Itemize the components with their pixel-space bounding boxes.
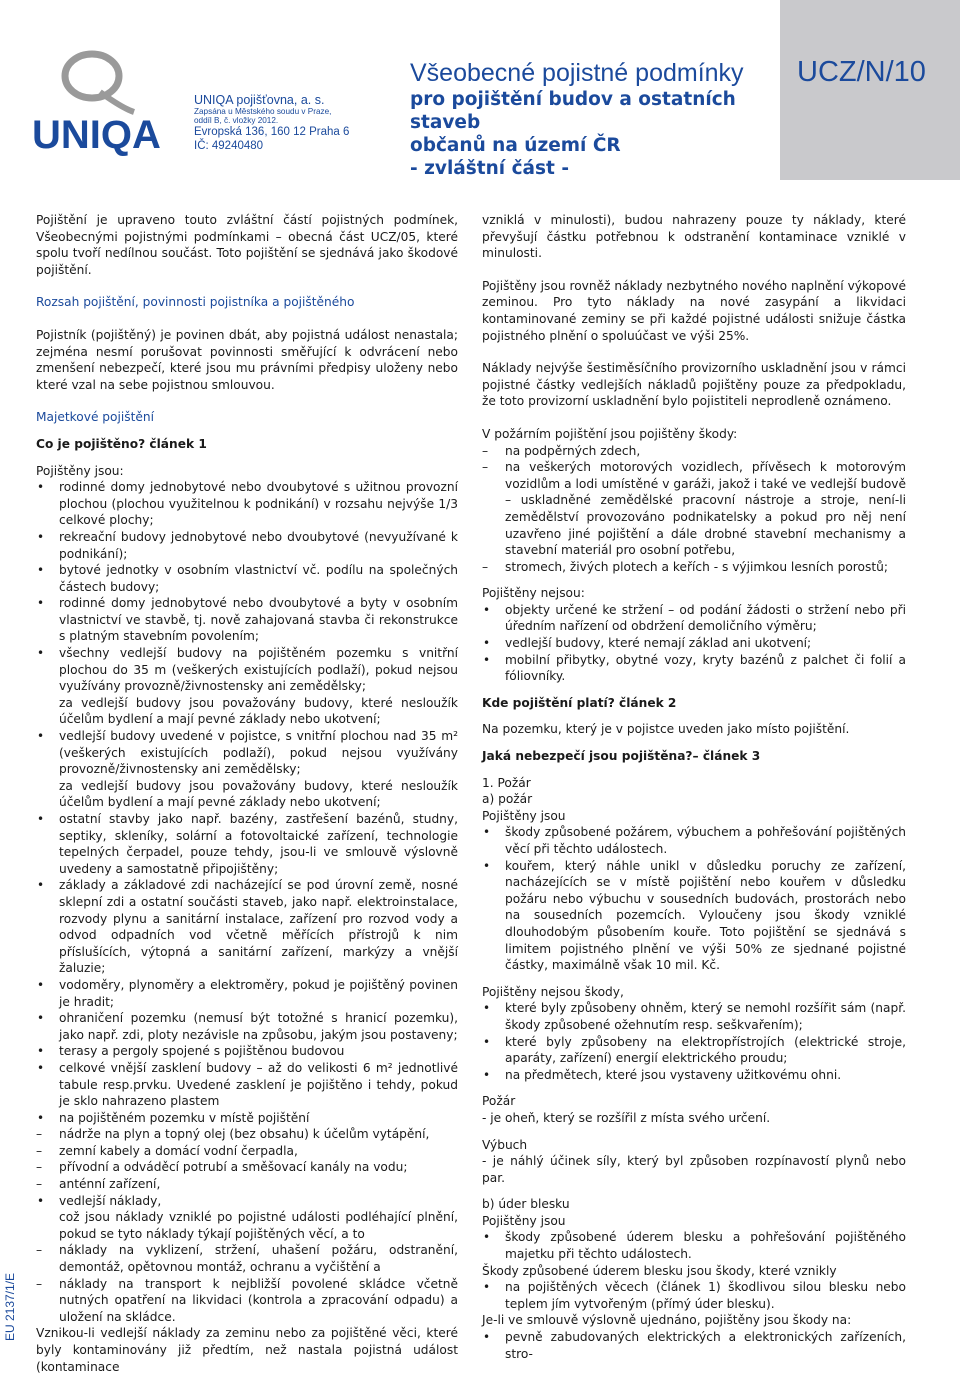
list-item: – zemní kabely a domácí vodní čerpadla, — [36, 1143, 458, 1160]
list-item: • ohraničení pozemku (nemusí být totožné s hranicí pozemku), jako např. zdi, ploty nezávisle na způsobu, jakým jsou postaveny; — [36, 1010, 458, 1043]
lightning-list — [482, 1229, 906, 1262]
document-title: Všeobecné pojistné podmínky — [410, 59, 744, 87]
fire-insurance-label: V požárním pojištění jsou pojištěny škody: — [482, 426, 738, 441]
list-item: • rodinné domy jednobytové nebo dvoubytové a byty v osobním vlastnictví ve stavbě, tj. nově zahajovaná stavba či rekonstrukce s platným stavebním povolením; — [36, 595, 458, 645]
list-item: • kouřem, který náhle unikl v důsledku poruchy ze zařízení, nacházejících se v místě pojištění nebo kouřem v důsledku požáru nebo výbuchu v sousedních budovách, prostorách nebo na sousedních pozemcích. Vyloučeny jsou škody vzniklé dlouhodobým působením kouře. Toto pojištění se sjednává s limitem pojistného plnění ve výši 50% ze sjednané pojistné částky, maximálně však 10 mil. Kč. — [482, 858, 906, 974]
insured-list — [36, 479, 458, 695]
insured-list-2 — [36, 728, 458, 778]
hazard-insured-label: Pojištěny jsou — [482, 808, 566, 823]
list-item: • škody způsobené požárem, výbuchem a pohřešování pojištěných věcí při těchto událostech. — [482, 824, 906, 857]
list-item: • vedlejší náklady, — [36, 1193, 458, 1210]
list-item: • vodoměry, plynoměry a elektroměry, pokud je pojištěný povinen je hradit; — [36, 977, 458, 1010]
lightning-insured-label: Pojištěny jsou — [482, 1213, 566, 1228]
not-insured-damage-label: Pojištěny nejsou škody, — [482, 984, 624, 999]
fire-insurance-list — [482, 443, 906, 576]
insured-label: Pojištěny jsou: — [36, 463, 124, 478]
scope-paragraph: Pojistník (pojištěný) je povinen dbát, aby pojistná událost nenastala; zejména nesmí porušovat povinnosti směřující k odvrácení nebo zmenšení nebezpečí, které jsou mu právními předpisy uloženy nebo které vzal na sebe pojistnou smlouvou. — [36, 327, 458, 392]
insured-note-1: za vedlejší budovy jsou považovány budovy, které nesloužík účelům bydlení a mají pevné základy nebo ukotvení; — [59, 695, 458, 727]
side-document-code: EU 2137/1/E — [3, 1272, 17, 1341]
list-item: • vedlejší budovy, které nemají základ ani ukotvení; — [482, 635, 906, 652]
list-item: • základy a základové zdi nacházející se pod úrovní země, nosné sklepní zdi a ostatní součásti staveb, jako např. elektroinstalace, rozvody plynu a sanitární instalace, zařízení pro rozvod vody a odvod odpadních vod včetně měřících přístrojů k nim příslušících, výtopná a sanitární zařízení, markýzy a vnější žaluzie; — [36, 877, 458, 977]
agreed-list — [482, 1329, 906, 1362]
list-item: • celkové vnější zasklení budovy – až do velikosti 6 m² jednotlivé tabule resp.prvku. Uvedené zasklení je pojištěno i tehdy, pokud je sklo nahrazeno plastem — [36, 1060, 458, 1110]
lightning-damage-label: Škody způsobené úderem blesku jsou škody, které vznikly — [482, 1263, 837, 1278]
list-item: • rekreační budovy jednobytové nebo dvoubytové (nevyužívané k podnikání); — [36, 529, 458, 562]
where-heading: Kde pojištění platí? článek 2 — [482, 695, 677, 710]
list-item: • na pojištěném pozemku v místě pojištění — [36, 1110, 458, 1127]
svg-text:UNIQA: UNIQA — [32, 113, 161, 157]
contamination-paragraph: Vznikou-li vedlejší náklady za zeminu nebo za pojištěné věci, které byly kontaminovány již předtím, než nastala pojistná událost (kontaminace — [36, 1326, 458, 1374]
scope-heading: Rozsah pojištění, povinnosti pojistníka a pojištěného — [36, 295, 355, 310]
list-item: • vedlejší budovy uvedené v pojistce, s vnitřní plochou nad 35 m² (veškerých existujících podlaží), pokud nejsou využívány provozně/živnostensky ani zemědělsky; — [36, 728, 458, 778]
explosion-label: Výbuch — [482, 1137, 528, 1152]
list-item: • rodinné domy jednobytové nebo dvoubytové s užitnou provozní plochou (plochou využitelnou k podnikání) v rozsahu nejvýše 1/3 celkové plochy; — [36, 479, 458, 529]
what-heading: Co je pojištěno? článek 1 — [36, 436, 207, 451]
insured-list-4 — [36, 1193, 458, 1210]
contamination-continued: vzniklá v minulosti), budou nahrazeny pouze ty náklady, které převyšují částku potřebnou k odstranění kontaminace vzniklé v minulosti. — [482, 213, 906, 261]
registry-line-1: Zapsána u Městského soudu v Praze, — [194, 107, 332, 116]
plot-items-list — [36, 1126, 458, 1192]
insured-list-3 — [36, 811, 458, 1126]
list-item: – anténní zařízení, — [36, 1176, 458, 1193]
list-item: • které byly způsobeny ohněm, který se nemohl rozšířit sám (např. škody způsobené ožehnutím resp. seškvařením); — [482, 1000, 906, 1033]
list-item: • mobilní přibytky, obytné vozy, kryty bazénů z palchet či folií a fóliovníky. — [482, 652, 906, 685]
list-item: – stromech, živých plotech a keřích - s výjimkou lesních porostů; — [482, 559, 906, 576]
insured-note-2: za vedlejší budovy jsou považovány budovy, které nesloužík účelům bydlení a mají pevné základy nebo ukotvení; — [59, 778, 458, 810]
list-item: • bytové jednotky v osobním vlastnictví vč. podílu na společných částech budovy; — [36, 562, 458, 595]
not-insured-label: Pojištěny nejsou: — [482, 586, 585, 601]
document-code: UCZ/N/10 — [797, 56, 926, 88]
not-insured-damage-list — [482, 1000, 906, 1083]
where-text: Na pozemku, který je v pojistce uveden jako místo pojištění. — [482, 722, 850, 737]
list-item: – na veškerých motorových vozidlech, přívěsech k motorovým vozidlům a lodi umístěné v garáži, jakož i také ve vedlejší budově – uskladněné zemědělské pracovní nástroje a stroje, není-li zemědělství provozováno podnikatelsky a pokud pro něj není uzavřeno jiné pojištění a dále drobné stavební mechanismy a stavební materiál pro osobní potřebu, — [482, 459, 906, 559]
list-item: • škody způsobené úderem blesku a pohřešování pojištěného majetku při těchto událostech. — [482, 1229, 906, 1262]
code-box — [780, 0, 960, 180]
document-header — [0, 0, 960, 180]
company-ico: IČ: 49240480 — [194, 140, 264, 153]
subtitle-line-3: - zvláštní část - — [410, 158, 570, 179]
list-item: • na pojištěných věcech (článek 1) škodlivou silou blesku nebo teplem jím vytvořeným (přímý úder blesku). — [482, 1279, 906, 1312]
hazard-1: 1. Požár — [482, 775, 531, 790]
excavation-paragraph: Pojištěny jsou rovněž náklady nezbytného nového naplnění výkopové zeminou. Pro tyto náklady na nové zasypání a likvidaci kontaminované zeminy se při každé pojistné události snižuje částka pojistného plnění o spoluúčast ve výši 25%. — [482, 278, 906, 343]
fire-damage-list — [482, 824, 906, 973]
list-item: • terasy a pergoly spojené s pojištěnou budovou — [36, 1043, 458, 1060]
uniqa-logo — [30, 48, 180, 158]
hazards-heading: Jaká nebezpečí jsou pojištěna?– článek 3 — [482, 749, 761, 764]
lightning-damage-list — [482, 1279, 906, 1312]
list-item: • na předmětech, které jsou vystaveny užitkovému ohni. — [482, 1067, 906, 1084]
title-block — [410, 58, 780, 180]
explosion-definition: - je náhlý účinek síly, který byl způsoben rozpínavostí plynů nebo par. — [482, 1154, 906, 1185]
fire-definition: - je oheň, který se rozšířil z místa svého určení. — [482, 1110, 771, 1125]
subtitle-line-1: pro pojištění budov a ostatních staveb — [410, 89, 736, 133]
costs-text: což jsou náklady vzniklé po pojistné události podléhající plnění, pokud se tyto náklady týkají pojištěných věcí, a to — [59, 1210, 458, 1241]
subtitle-line-2: občanů na území ČR — [410, 135, 621, 156]
list-item: • pevně zabudovaných elektrických a elektronických zařízeních, stro- — [482, 1329, 906, 1362]
list-item: – na podpěrných zdech, — [482, 443, 906, 460]
right-column — [482, 212, 906, 1362]
fire-definition-label: Požár — [482, 1094, 516, 1109]
list-item: • které byly způsobeny na elektropřístrojích (elektrické stroje, aparáty, zařízení) energií elektrického proudu; — [482, 1034, 906, 1067]
not-insured-list — [482, 602, 906, 685]
costs-list — [36, 1242, 458, 1325]
list-item: • ostatní stavby jako např. bazény, zastřešení bazénů, studny, septiky, skleníky, solární a fotovoltaické zařízení, technologie tepelných čerpadel, pouze tehdy, jsou-li ve smlouvě výslovně uvedeny a samostatně připojištěny; — [36, 811, 458, 877]
list-item: • objekty určené ke stržení – od podání žádosti o stržení nebo při úředním nařízení od obdržení demoličního výměru; — [482, 602, 906, 635]
agreed-label: Je-li ve smlouvě výslovně ujednáno, pojištěny jsou škody na: — [482, 1313, 852, 1328]
list-item: – náklady na vyklizení, stržení, uhašení požáru, odstranění, demontáž, opětovnou montáž, ochranu a vyčištění a — [36, 1242, 458, 1275]
intro-paragraph: Pojištění je upraveno touto zvláštní částí pojistných podmínek, Všeobecnými pojistnými podmínkami – obecná část UCZ/05, které spolu tvoří nedílnou součást. Toto pojištění se sjednává jako škodové pojištění. — [36, 213, 458, 277]
list-item: – náklady na transport k nejbližší povolené skládce včetně nutných opatření na likvidaci (kontrola a zpracování odpadu) a uložení na skládce. — [36, 1276, 458, 1326]
hazard-1a: a) požár — [482, 792, 533, 807]
company-info — [194, 93, 349, 153]
storage-paragraph: Náklady nejvýše šestiměsíčního provizorního uskladnění jsou v rámci pojistné částky vedlejších nákladů pojištěny pouze za předpokladu, že toto provizorní uskladnění bylo pojistiteli neprodleně oznámeno. — [482, 361, 906, 409]
registry-line-2: oddíl B, č. vložky 2012. — [194, 116, 279, 126]
company-address: Evropská 136, 160 12 Praha 6 — [194, 126, 350, 139]
company-name: UNIQA pojišťovna, a. s. — [194, 93, 325, 107]
list-item: – přívodní a odváděcí potrubí a směšovací kanály na vodu; — [36, 1159, 458, 1176]
hazard-1b: b) úder blesku — [482, 1197, 570, 1212]
left-column — [36, 212, 458, 1375]
property-heading: Majetkové pojištění — [36, 410, 155, 425]
list-item: • všechny vedlejší budovy na pojištěném pozemku s vnitřní plochou do 35 m (veškerých existujících podlaží), pokud nejsou využívány provozně/živnostensky ani zemědělsky; — [36, 645, 458, 695]
list-item: – nádrže na plyn a topný olej (bez obsahu) k účelům vytápění, — [36, 1126, 458, 1143]
